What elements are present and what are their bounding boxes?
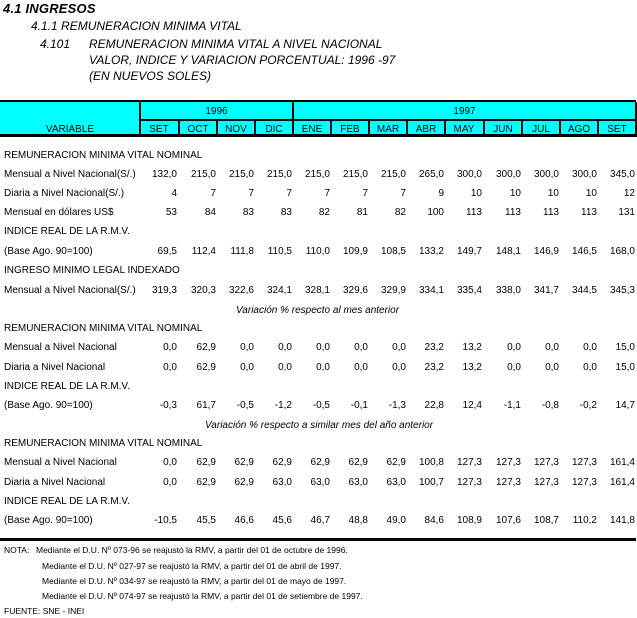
cell-value: -0,5 <box>236 400 254 411</box>
cell-value: 110,5 <box>267 246 292 257</box>
note-prefix: NOTA: <box>4 545 30 555</box>
cell-value: 344,5 <box>571 285 597 296</box>
cell-value: 131 <box>618 207 635 218</box>
cell-value: 62,9 <box>272 457 292 468</box>
cell-value: -1,3 <box>388 400 406 411</box>
cell-value: 10 <box>509 188 521 199</box>
cell-value: 320,3 <box>190 285 216 296</box>
cell-value: 62,9 <box>310 457 330 468</box>
cell-value: 62,9 <box>196 362 216 373</box>
section-label: INDICE REAL DE LA R.M.V. <box>4 381 130 392</box>
table-row <box>0 515 637 529</box>
cell-value: 12 <box>623 188 635 199</box>
cell-value: 9 <box>438 188 444 199</box>
cell-value: 7 <box>400 188 406 199</box>
table-row <box>0 342 637 356</box>
row-label: (Base Ago. 90=100) <box>4 400 93 411</box>
header-month: JUL <box>532 124 550 135</box>
subsection-title: 4.1.1 REMUNERACION MINIMA VITAL <box>31 19 242 33</box>
row-label: Mensual a Nivel Nacional(S/.) <box>4 285 136 296</box>
cell-value: 215,0 <box>304 169 330 180</box>
header-month: MAR <box>376 124 400 135</box>
cell-value: 81 <box>356 207 368 218</box>
cell-value: 0,0 <box>545 362 559 373</box>
table-title-text: REMUNERACION MINIMA VITAL A NIVEL NACIONAL <box>89 37 383 51</box>
cell-value: 82 <box>394 207 406 218</box>
header-divider <box>216 119 218 137</box>
cell-value: 127,3 <box>456 477 482 488</box>
cell-value: 108,5 <box>380 246 406 257</box>
cell-value: 46,7 <box>310 515 330 526</box>
cell-value: 10 <box>470 188 482 199</box>
cell-value: 69,5 <box>157 246 177 257</box>
section-label: REMUNERACION MINIMA VITAL NOMINAL <box>4 150 203 161</box>
cell-value: 62,9 <box>348 457 368 468</box>
cell-value: 62,9 <box>234 477 254 488</box>
table-row <box>0 400 637 414</box>
cell-value: 49,0 <box>386 515 406 526</box>
header-month: ABR <box>415 124 437 135</box>
section-label: INDICE REAL DE LA R.M.V. <box>4 226 130 237</box>
cell-value: 100,8 <box>418 457 444 468</box>
header-divider <box>483 119 485 137</box>
cell-value: 111,8 <box>230 246 254 257</box>
cell-value: 127,3 <box>495 457 521 468</box>
subheading-yearly-variation: Variación % respecto a similar mes del año anterior <box>205 420 434 431</box>
table-row <box>0 477 637 491</box>
row-label: Diaria a Nivel Nacional <box>4 362 106 373</box>
row-label: Mensual a Nivel Nacional <box>4 457 117 468</box>
cell-value: 83 <box>280 207 292 218</box>
header-month: SET <box>607 124 627 135</box>
cell-value: 300,0 <box>456 169 482 180</box>
table-row <box>0 207 637 221</box>
cell-value: 334,1 <box>418 285 444 296</box>
table-title <box>40 37 382 51</box>
cell-value: 62,9 <box>196 342 216 353</box>
cell-value: 215,0 <box>342 169 368 180</box>
cell-value: 0,0 <box>163 457 177 468</box>
cell-value: -0,5 <box>312 400 330 411</box>
cell-value: 0,0 <box>163 477 177 488</box>
cell-value: -0,2 <box>579 400 597 411</box>
cell-value: 0,0 <box>507 362 521 373</box>
cell-value: 108,7 <box>533 515 559 526</box>
table-number: 4.101 <box>40 37 71 51</box>
cell-value: 113 <box>581 207 597 218</box>
cell-value: 23,2 <box>424 362 444 373</box>
cell-value: 22,8 <box>424 400 444 411</box>
note-line: Mediante el D.U. Nº 027-97 se reajustó la RMV, a partir del 01 de abril de 1997. <box>42 561 342 571</box>
cell-value: 329,9 <box>380 285 406 296</box>
cell-value: 13,2 <box>462 362 482 373</box>
source-note: FUENTE: SNE - INEI <box>4 606 85 616</box>
cell-value: 7 <box>210 188 216 199</box>
cell-value: 62,9 <box>386 457 406 468</box>
row-label: (Base Ago. 90=100) <box>4 515 93 526</box>
cell-value: 108,9 <box>456 515 482 526</box>
header-month: FEB <box>340 124 360 135</box>
section-label: REMUNERACION MINIMA VITAL NOMINAL <box>4 323 203 334</box>
cell-value: 168,0 <box>609 246 635 257</box>
cell-value: 149,7 <box>456 246 482 257</box>
cell-value: -0,8 <box>541 400 559 411</box>
cell-value: 328,1 <box>304 285 330 296</box>
cell-value: 146,5 <box>571 246 597 257</box>
subheading-monthly-variation: Variación % respecto al mes anterior <box>236 305 400 316</box>
cell-value: 215,0 <box>228 169 254 180</box>
row-label: Diaria a Nivel Nacional(S/.) <box>4 188 125 199</box>
cell-value: 7 <box>324 188 330 199</box>
cell-value: 215,0 <box>380 169 406 180</box>
cell-value: 4 <box>171 188 177 199</box>
row-label: (Base Ago. 90=100) <box>4 246 93 257</box>
cell-value: 300,0 <box>533 169 559 180</box>
cell-value: 23,2 <box>424 342 444 353</box>
row-label: Mensual a Nivel Nacional <box>4 342 117 353</box>
cell-value: 0,0 <box>316 342 330 353</box>
cell-value: 127,3 <box>571 457 597 468</box>
cell-value: -1,2 <box>274 400 292 411</box>
table-bottom-rule <box>0 538 636 541</box>
cell-value: 7 <box>362 188 368 199</box>
cell-value: 13,2 <box>462 342 482 353</box>
section-title: 4.1 INGRESOS <box>3 1 96 16</box>
cell-value: -1,1 <box>503 400 521 411</box>
cell-value: -0,3 <box>159 400 177 411</box>
cell-value: 341,7 <box>533 285 559 296</box>
cell-value: 161,4 <box>609 477 635 488</box>
header-divider <box>406 119 408 137</box>
cell-value: 53 <box>165 207 177 218</box>
cell-value: 7 <box>248 188 254 199</box>
cell-value: 83 <box>242 207 254 218</box>
cell-value: 215,0 <box>190 169 216 180</box>
table-row <box>0 169 637 183</box>
cell-value: 133,2 <box>418 246 444 257</box>
cell-value: 300,0 <box>571 169 597 180</box>
cell-value: 63,0 <box>310 477 330 488</box>
header-divider <box>444 119 446 137</box>
cell-value: 141,8 <box>609 515 635 526</box>
cell-value: 127,3 <box>456 457 482 468</box>
header-month: MAY <box>453 124 475 135</box>
cell-value: 63,0 <box>272 477 292 488</box>
cell-value: 10 <box>585 188 597 199</box>
cell-value: 329,6 <box>342 285 368 296</box>
cell-value: 0,0 <box>545 342 559 353</box>
cell-value: 15,0 <box>615 342 635 353</box>
cell-value: 148,1 <box>495 246 521 257</box>
cell-value: 345,0 <box>609 169 635 180</box>
cell-value: 46,6 <box>234 515 254 526</box>
cell-value: -0,1 <box>350 400 368 411</box>
cell-value: 107,6 <box>495 515 521 526</box>
cell-value: 45,5 <box>196 515 216 526</box>
cell-value: 12,4 <box>462 400 482 411</box>
cell-value: 161,4 <box>609 457 635 468</box>
header-year-1996: 1996 <box>205 106 228 117</box>
header-variable: VARIABLE <box>45 124 95 135</box>
cell-value: 0,0 <box>583 362 597 373</box>
cell-value: 127,3 <box>495 477 521 488</box>
table-row <box>0 188 637 202</box>
header-month: SET <box>149 124 169 135</box>
table-row <box>0 362 637 376</box>
table-row <box>0 246 637 260</box>
cell-value: 61,7 <box>196 400 216 411</box>
cell-value: 335,4 <box>456 285 482 296</box>
header-divider <box>368 119 370 137</box>
cell-value: 62,9 <box>196 457 216 468</box>
cell-value: 84,6 <box>424 515 444 526</box>
cell-value: 14,7 <box>615 400 635 411</box>
cell-value: 0,0 <box>278 362 292 373</box>
cell-value: 0,0 <box>354 342 368 353</box>
cell-value: -10,5 <box>154 515 177 526</box>
cell-value: 48,8 <box>348 515 368 526</box>
note-line: Mediante el D.U. Nº 034-97 se reajustó la RMV, a partir del 01 de mayo de 1997. <box>42 576 347 586</box>
cell-value: 0,0 <box>163 342 177 353</box>
table-subtitle: VALOR, INDICE Y VARIACION PORCENTUAL: 1996 -97 <box>89 53 396 67</box>
cell-value: 324,1 <box>266 285 292 296</box>
cell-value: 0,0 <box>240 342 254 353</box>
header-month: ENE <box>301 124 323 135</box>
cell-value: 0,0 <box>583 342 597 353</box>
cell-value: 0,0 <box>240 362 254 373</box>
cell-value: 82 <box>318 207 330 218</box>
header-year-1997: 1997 <box>453 106 476 117</box>
cell-value: 0,0 <box>163 362 177 373</box>
cell-value: 322,6 <box>228 285 254 296</box>
cell-value: 0,0 <box>316 362 330 373</box>
header-divider <box>140 119 636 121</box>
cell-value: 112,4 <box>191 246 216 257</box>
cell-value: 132,0 <box>151 169 177 180</box>
cell-value: 113 <box>505 207 521 218</box>
cell-value: 0,0 <box>354 362 368 373</box>
header-divider <box>330 119 332 137</box>
cell-value: 109,9 <box>342 246 368 257</box>
row-label: Mensual a Nivel Nacional(S/.) <box>4 169 136 180</box>
header-month: JUN <box>493 124 513 135</box>
header-month: OCT <box>187 124 209 135</box>
cell-value: 0,0 <box>507 342 521 353</box>
table-row <box>0 285 637 299</box>
cell-value: 100 <box>427 207 444 218</box>
header-divider <box>559 119 561 137</box>
section-label: INDICE REAL DE LA R.M.V. <box>4 496 130 507</box>
header-divider <box>597 119 599 137</box>
section-label: REMUNERACION MINIMA VITAL NOMINAL <box>4 438 203 449</box>
table-row <box>0 457 637 471</box>
cell-value: 265,0 <box>418 169 444 180</box>
section-label: INGRESO MINIMO LEGAL INDEXADO <box>4 265 180 276</box>
cell-value: 15,0 <box>615 362 635 373</box>
cell-value: 45,6 <box>272 515 292 526</box>
cell-value: 63,0 <box>386 477 406 488</box>
note-line: Mediante el D.U. Nº 073-96 se reajustó la RMV, a partir del 01 de octubre de 1996. <box>36 545 348 555</box>
cell-value: 345,3 <box>609 285 635 296</box>
note-line: Mediante el D.U. Nº 074-97 se reajustó la RMV, a partir del 01 de setiembre de 1997. <box>42 591 363 601</box>
header-month: DIC <box>265 124 283 135</box>
header-divider <box>521 119 523 137</box>
table-header <box>0 100 636 137</box>
cell-value: 0,0 <box>392 362 406 373</box>
cell-value: 110,2 <box>572 515 597 526</box>
cell-value: 84 <box>204 207 216 218</box>
cell-value: 146,9 <box>533 246 559 257</box>
cell-value: 215,0 <box>266 169 292 180</box>
header-month: NOV <box>225 124 247 135</box>
header-month: AGO <box>567 124 591 135</box>
table-units: (EN NUEVOS SOLES) <box>89 69 212 83</box>
row-label: Diaria a Nivel Nacional <box>4 477 106 488</box>
cell-value: 113 <box>466 207 482 218</box>
row-label: Mensual en dólares US$ <box>4 207 114 218</box>
cell-value: 0,0 <box>392 342 406 353</box>
cell-value: 10 <box>547 188 559 199</box>
cell-value: 300,0 <box>495 169 521 180</box>
cell-value: 62,9 <box>234 457 254 468</box>
cell-value: 63,0 <box>348 477 368 488</box>
header-divider <box>254 119 256 137</box>
cell-value: 7 <box>286 188 292 199</box>
cell-value: 127,3 <box>533 477 559 488</box>
cell-value: 338,0 <box>495 285 521 296</box>
cell-value: 0,0 <box>278 342 292 353</box>
cell-value: 127,3 <box>533 457 559 468</box>
cell-value: 113 <box>543 207 559 218</box>
header-divider <box>178 119 180 137</box>
cell-value: 110,0 <box>305 246 330 257</box>
cell-value: 319,3 <box>151 285 177 296</box>
cell-value: 100,7 <box>418 477 444 488</box>
cell-value: 62,9 <box>196 477 216 488</box>
cell-value: 127,3 <box>571 477 597 488</box>
